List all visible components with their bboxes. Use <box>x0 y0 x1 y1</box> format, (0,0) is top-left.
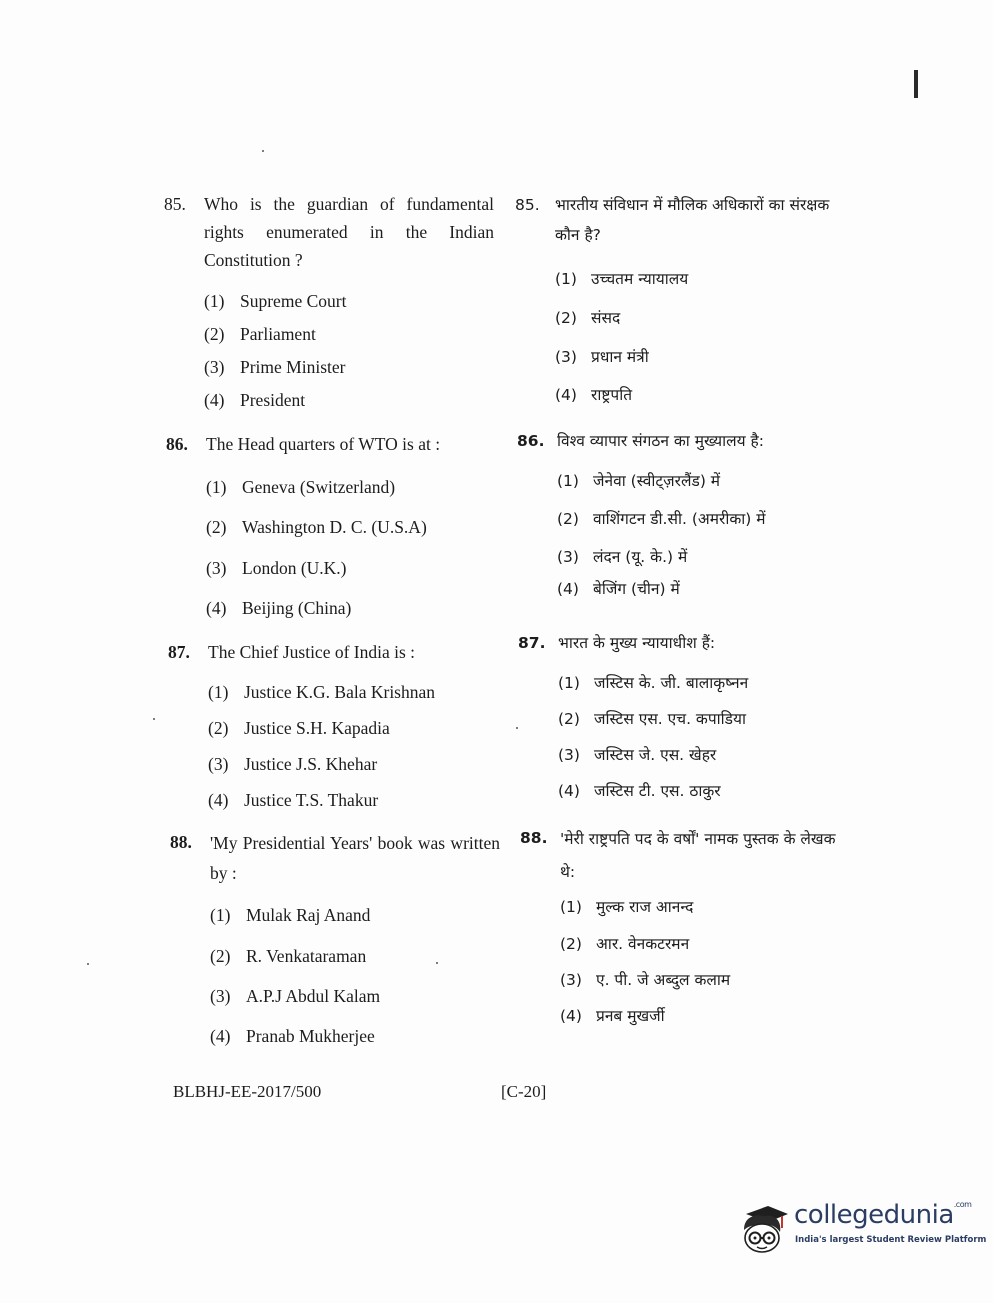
option-1: (1) जेनेवा (स्वीट्ज़रलैंड) में <box>557 472 721 490</box>
question-number: 87. <box>518 634 546 652</box>
option-2: (2) Parliament <box>204 324 316 344</box>
question-85-hi <box>515 190 850 404</box>
question-text: भारत के मुख्य न्यायाधीश हैं: <box>558 634 716 652</box>
option-4: (4) Beijing (China) <box>206 598 352 618</box>
option-4: (4) राष्ट्रपति <box>555 386 633 404</box>
option-4: (4) Justice T.S. Thakur <box>208 790 379 810</box>
question-text: The Head quarters of WTO is at : <box>206 434 441 454</box>
question-number: 85. <box>164 194 186 214</box>
question-number: 88. <box>170 832 192 852</box>
option-2: (2) संसद <box>555 309 621 327</box>
question-text: भारतीय संविधान में मौलिक अधिकारों का संरक्षक कौन है? <box>555 196 830 244</box>
question-88-en <box>170 828 500 1046</box>
option-2: (2) Washington D. C. (U.S.A) <box>206 517 427 537</box>
student-mascot-icon <box>736 1200 792 1256</box>
page-number: [C-20] <box>501 1082 547 1101</box>
option-1: (1) उच्चतम न्यायालय <box>555 270 689 288</box>
option-2: (2) आर. वेनकटरमन <box>560 935 690 953</box>
question-number: 87. <box>168 642 190 662</box>
question-number: 88. <box>520 829 548 847</box>
question-text: विश्व व्यापार संगठन का मुख्यालय है: <box>557 432 764 450</box>
option-3: (3) Justice J.S. Khehar <box>208 754 378 774</box>
scan-speck <box>262 150 264 152</box>
option-1: (1) Supreme Court <box>204 291 347 311</box>
option-3: (3) A.P.J Abdul Kalam <box>210 986 381 1006</box>
option-1: (1) मुल्क राज आनन्द <box>560 898 694 916</box>
option-4: (4) प्रनब मुखर्जी <box>560 1007 665 1025</box>
option-4: (4) President <box>204 390 306 410</box>
question-number: 86. <box>166 434 188 454</box>
option-3: (3) जस्टिस जे. एस. खेहर <box>558 746 717 764</box>
option-1: (1) जस्टिस के. जी. बालाकृष्नन <box>558 674 749 692</box>
option-1: (1) Geneva (Switzerland) <box>206 477 396 497</box>
option-3: (3) लंदन (यू. के.) में <box>557 548 688 566</box>
option-3: (3) Prime Minister <box>204 357 346 377</box>
option-2: (2) जस्टिस एस. एच. कपाडिया <box>558 710 746 728</box>
option-2: (2) वाशिंगटन डी.सी. (अमरीका) में <box>557 510 766 528</box>
scan-speck <box>516 727 518 729</box>
option-1: (1) Mulak Raj Anand <box>210 905 371 925</box>
option-4: (4) बेजिंग (चीन) में <box>557 580 680 598</box>
option-4: (4) Pranab Mukherjee <box>210 1026 375 1046</box>
exam-code: BLBHJ-EE-2017/500 <box>173 1082 322 1101</box>
scan-edge-mark <box>914 70 918 98</box>
question-86-en <box>166 430 506 618</box>
scan-speck <box>436 962 438 964</box>
question-text: The Chief Justice of India is : <box>208 642 416 662</box>
brand-tagline: India's largest Student Review Platform <box>795 1235 987 1245</box>
question-number: 85. <box>515 196 540 214</box>
scan-speck <box>153 718 155 720</box>
question-text: Who is the guardian of fundamental rights enumerated in the Indian Constitution ? <box>204 194 494 270</box>
scan-speck <box>87 963 89 965</box>
brand-name: collegedunia$^{.com}$ <box>794 1200 972 1230</box>
option-2: (2) Justice S.H. Kapadia <box>208 718 390 738</box>
option-3: (3) प्रधान मंत्री <box>555 348 649 366</box>
option-4: (4) जस्टिस टी. एस. ठाकुर <box>558 782 721 800</box>
question-text: 'मेरी राष्ट्रपति पद के वर्षों' नामक पुस्तक के लेखक थे: <box>560 830 836 881</box>
question-88-hi <box>520 823 855 1025</box>
question-85-en <box>164 190 494 410</box>
option-3: (3) ए. पी. जे अब्दुल कलाम <box>560 971 731 989</box>
option-2: (2) R. Venkataraman <box>210 946 367 966</box>
question-87-en <box>168 638 508 810</box>
question-text: 'My Presidential Years' book was written by : <box>210 833 500 883</box>
option-3: (3) London (U.K.) <box>206 558 347 578</box>
collegedunia-logo <box>736 1196 987 1258</box>
option-1: (1) Justice K.G. Bala Krishnan <box>208 682 436 702</box>
question-87-hi <box>518 628 858 800</box>
question-number: 86. <box>517 432 545 450</box>
question-86-hi <box>517 426 857 598</box>
